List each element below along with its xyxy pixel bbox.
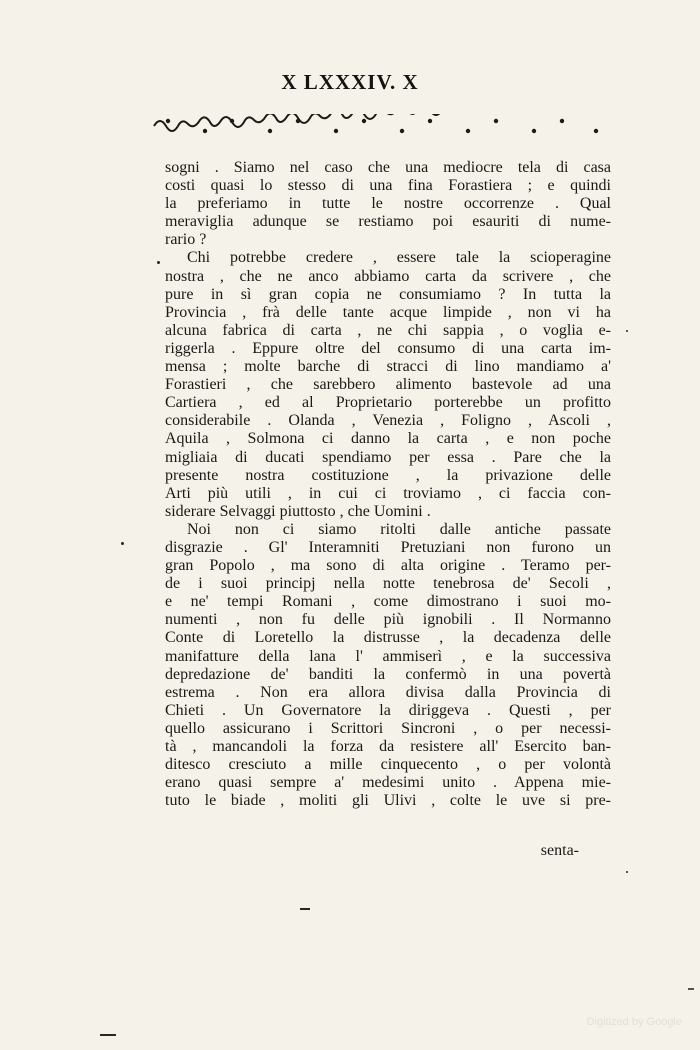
text-line: quello assicurano i Scrittori Sincroni , o per necessi- <box>165 719 611 737</box>
text-line: sogni . Siamo nel caso che una mediocre tela di casa <box>165 159 611 176</box>
text-line: de i suoi principj nella notte tenebrosa de' Secoli , <box>165 575 611 593</box>
text-line: rario ? <box>165 231 207 249</box>
text-line: migliaia di ducati spendiamo per essa . Pare che la <box>165 448 611 466</box>
text-line: Arti più utili , in cui ci troviamo , ci faccia con- <box>165 484 611 502</box>
text-line: numenti , non fu delle più ignobili . Il Normanno <box>165 611 611 629</box>
text-line: mensa ; molte barche di stracci di lino mandiamo a' <box>165 358 611 376</box>
text-line: siderare Selvaggi piuttosto , che Uomini . <box>165 502 431 520</box>
print-speck <box>121 542 124 545</box>
text-line: e ne' tempi Romani , come dimostrano i suoi mo- <box>165 593 611 611</box>
catchword: senta- <box>540 842 579 859</box>
text-line: Chi potrebbe credere , essere tale la scioperagine <box>187 249 611 267</box>
text-line: disgrazie . Gl' Interamniti Pretuziani non furono un <box>165 538 611 556</box>
text-line: riggerla . Eppure oltre del consumo di una carta im- <box>165 339 611 357</box>
text-line: manifatture della lana l' ammiserì , e la successiva <box>165 647 611 665</box>
text-line: ditesco cresciuto a mille cinquecento , o per volontà <box>165 756 611 774</box>
text-line: Noi non ci siamo ritolti dalle antiche passate <box>187 520 611 538</box>
watermark-text: Digitized by Google <box>586 1016 682 1028</box>
print-speck <box>157 261 160 264</box>
text-line: estrema . Non era allora divisa dalla Provincia di <box>165 683 611 701</box>
text-line: tuto le biade , moliti gli Ulivi , colte le uve si pre- <box>165 792 611 810</box>
decorative-ornament-band <box>150 114 610 138</box>
text-line: Cartiera , ed al Proprietario porterebbe un profitto <box>165 394 611 412</box>
scan-dash <box>300 908 310 910</box>
text-line: gran Popolo , ma sono di alta origine . Teramo per- <box>165 557 611 575</box>
scan-dash <box>100 1034 116 1036</box>
text-line: costi quasi lo stesso di una fina Forastiera ; e quindi <box>165 177 611 195</box>
text-line: pure in sì gran copia ne consumiamo ? In tutta la <box>165 285 611 303</box>
text-line: depredazione de' banditi la confermò in una povertà <box>165 665 611 683</box>
edge-mark <box>688 988 694 990</box>
text-line: Conte di Loretello la distrusse , la decadenza delle <box>165 629 611 647</box>
text-line: alcuna fabrica di carta , ne chi sappia , o voglia e- <box>165 321 611 339</box>
text-line: Aquila , Solmona ci danno la carta , e non poche <box>165 430 611 448</box>
text-line: Chieti . Un Governatore la diriggeva . Questi , per <box>165 701 611 719</box>
text-line: Forastieri , che sarebbero alimento bastevole ad una <box>165 376 611 394</box>
body-text-block <box>165 159 611 810</box>
text-line: presente nostra costituzione , la privazione delle <box>165 466 611 484</box>
text-line: nostra , che ne anco abbiamo carta da scrivere , che <box>165 267 611 285</box>
text-line: Provincia , frà delle tante acque limpide , non vi ha <box>165 303 611 321</box>
text-line: erano quasi sempre a' medesimi unito . Appena mie- <box>165 774 611 792</box>
text-line: meraviglia adunque se restiamo poi esauriti di nume- <box>165 213 611 231</box>
text-line: tà , mancandoli la forza da resistere all' Esercito ban- <box>165 738 611 755</box>
page-number-header: X LXXXIV. X <box>281 70 419 94</box>
print-speck <box>626 871 628 873</box>
text-line: la preferiamo in tutte le nostre occorrenze . Qual <box>165 195 611 213</box>
text-line: considerabile . Olanda , Venezia , Foligno , Ascoli , <box>165 412 611 430</box>
print-speck <box>626 330 628 332</box>
